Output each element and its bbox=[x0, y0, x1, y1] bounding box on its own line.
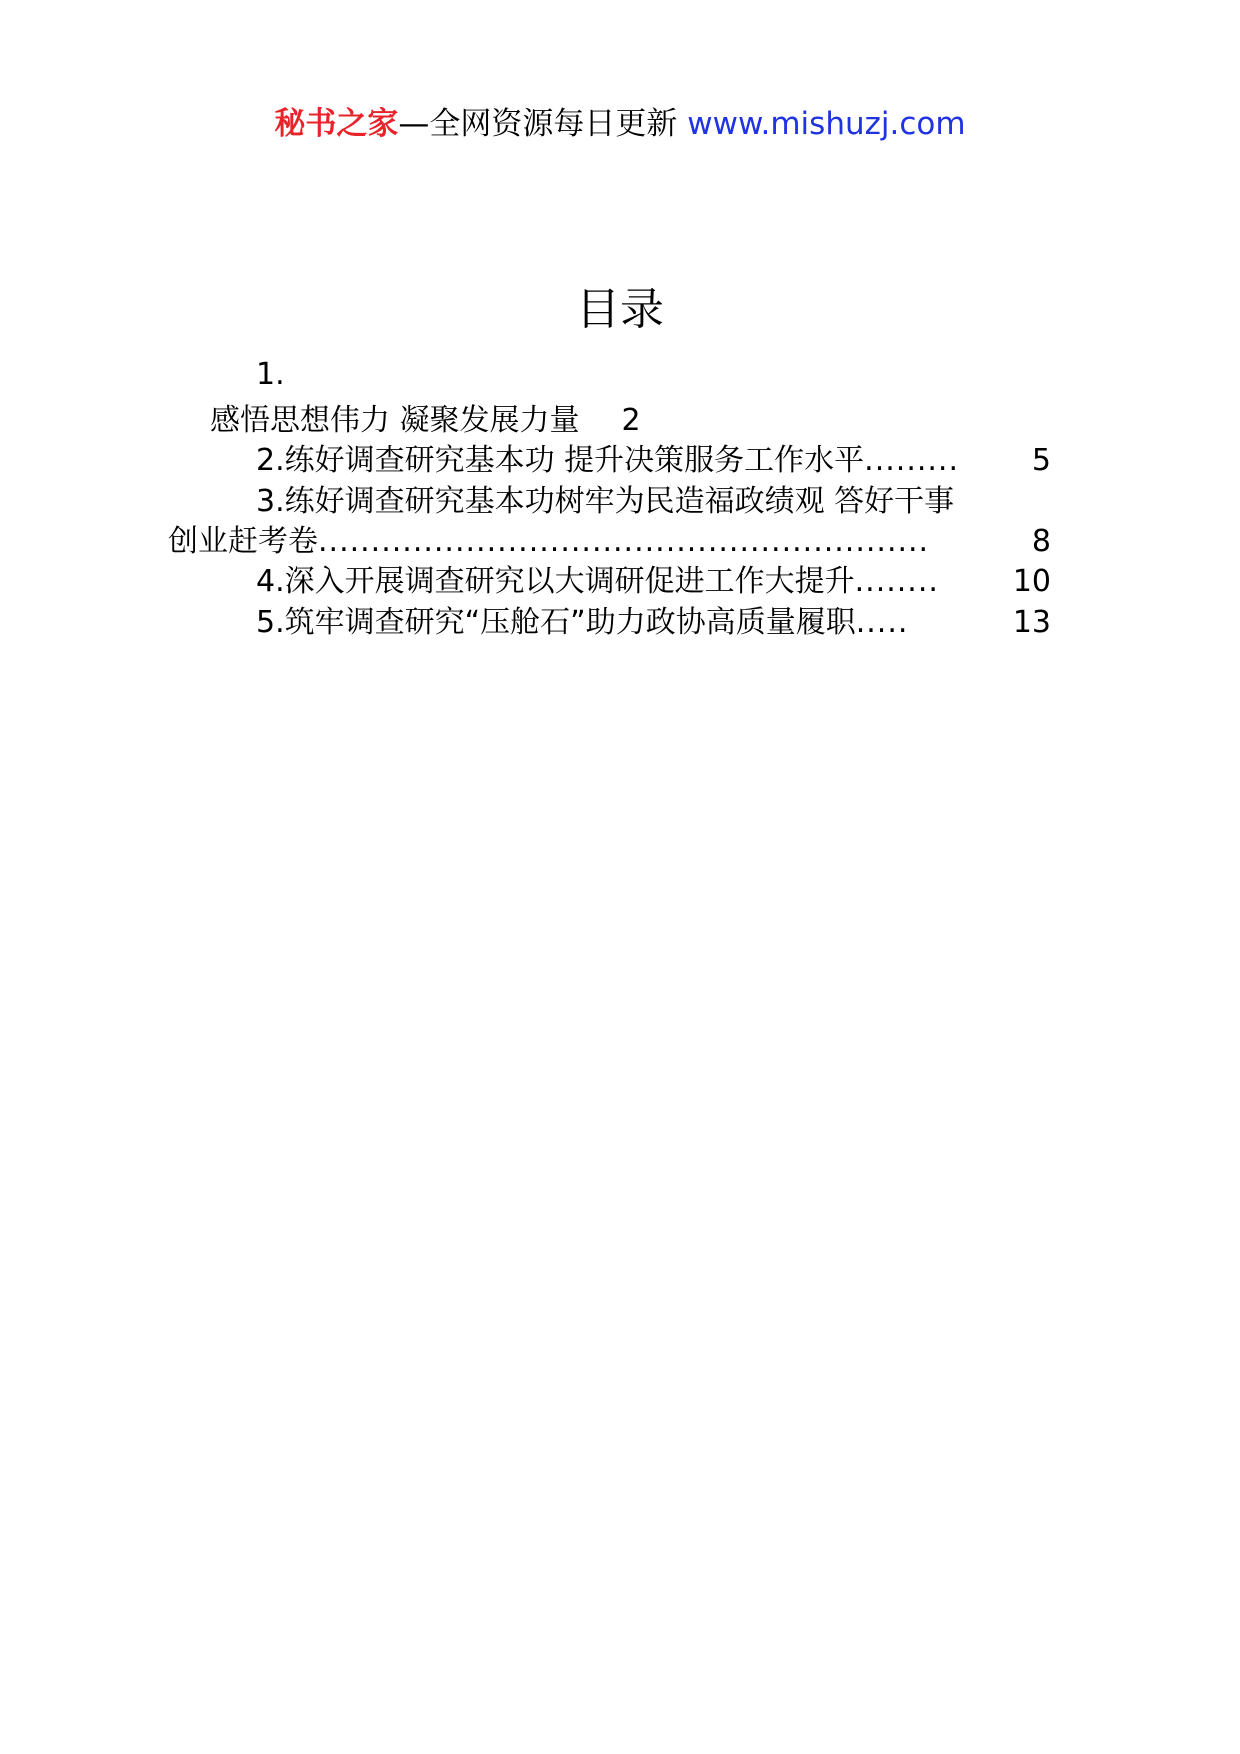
toc-entry-1-number[interactable]: 1. bbox=[256, 357, 285, 392]
toc-entry-5-page: 13 bbox=[1012, 605, 1051, 640]
toc-entry-2-title: 2.练好调查研究基本功 提升决策服务工作水平 bbox=[256, 443, 865, 478]
toc-entry-2[interactable] bbox=[188, 438, 1051, 484]
toc-entry-3-line1[interactable]: 3.练好调查研究基本功树牢为民造福政绩观 答好干事 bbox=[256, 484, 955, 519]
toc-entry-5-title: 5.筑牢调查研究“压舱石”助力政协高质量履职 bbox=[256, 605, 856, 640]
toc-entry-2-page: 5 bbox=[1031, 443, 1051, 478]
page-title: 目录 bbox=[576, 284, 664, 335]
toc-entry-3-title-cont: 创业赶考卷 bbox=[168, 524, 318, 559]
brand-name: 秘书之家 bbox=[274, 106, 399, 142]
toc-entry-1-title: 感悟思想伟力 凝聚发展力量 bbox=[210, 403, 580, 438]
toc-entry-5-leader: ..... bbox=[855, 605, 909, 640]
site-header bbox=[0, 104, 1240, 144]
toc-entry-5[interactable] bbox=[188, 600, 1051, 646]
site-url-link[interactable]: www.mishuzj.com bbox=[687, 106, 966, 142]
toc-entry-3-page: 8 bbox=[1031, 524, 1051, 559]
toc-entry-2-leader: ......... bbox=[864, 443, 959, 478]
toc-entry-4-leader: ........ bbox=[854, 564, 939, 599]
toc-entry-4-title: 4.深入开展调查研究以大调研促进工作大提升 bbox=[256, 564, 855, 599]
toc-entry-1-page: 2 bbox=[621, 403, 641, 438]
toc-entry-3-leader: .......................................................... bbox=[318, 524, 930, 559]
toc-entry-4-page: 10 bbox=[1012, 564, 1051, 599]
header-tagline: —全网资源每日更新 bbox=[398, 106, 678, 142]
toc-entry-4[interactable] bbox=[188, 559, 1051, 605]
